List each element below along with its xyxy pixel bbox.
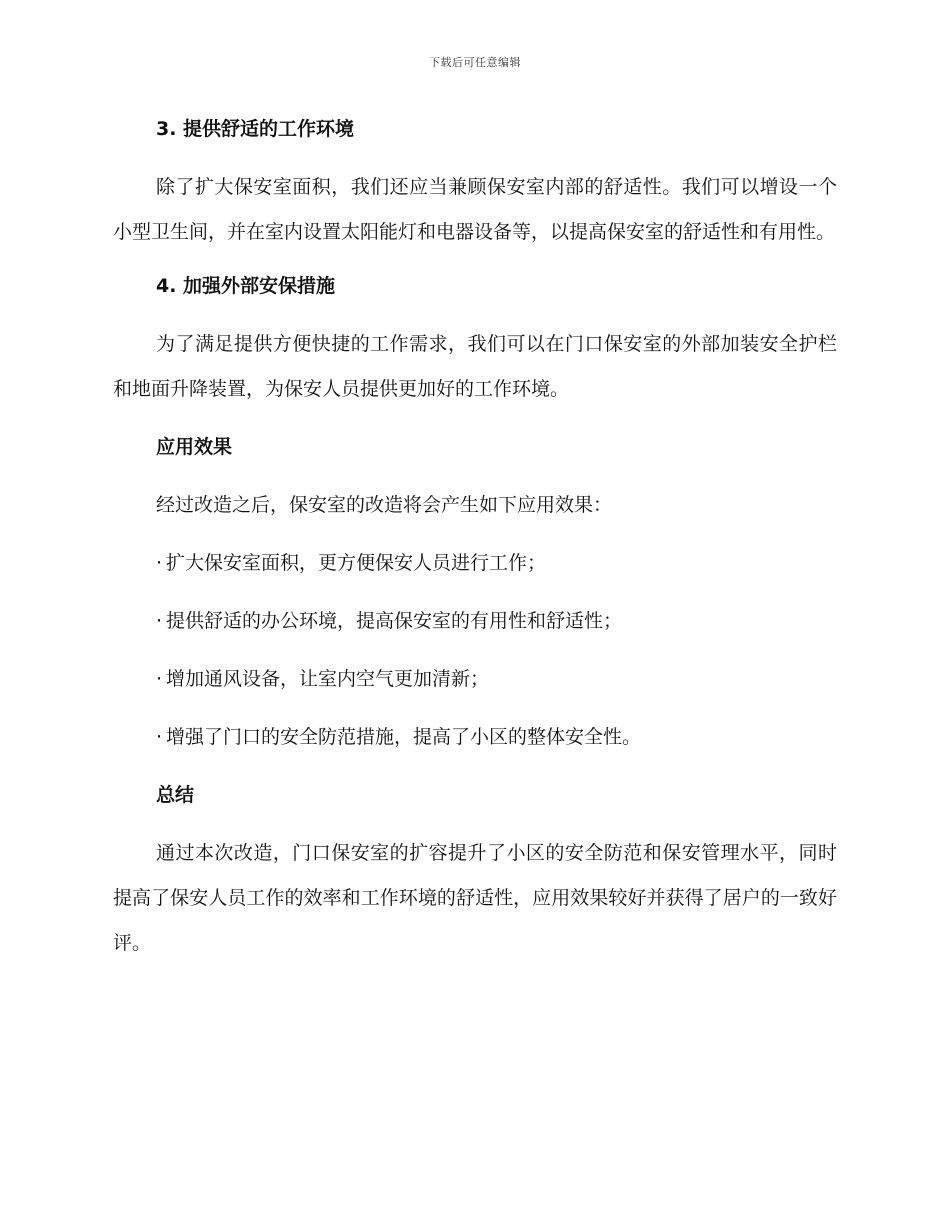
bullet-marker: · [156,668,163,690]
page-header: 下载后可任意编辑 [429,56,521,69]
section-heading-4: 4. 加强外部安保措施 [156,275,336,297]
summary-heading: 总结 [156,784,195,806]
bullet-marker: · [156,726,163,748]
summary-paragraph: 通过本次改造，门口保安室的扩容提升了小区的安全防范和保安管理水平，同时提高了保安人员工作的效率和工作环境的舒适性，应用效果较好并获得了居户的一致好评。 [113,842,837,954]
section-heading-3: 3. 提供舒适的工作环境 [156,118,355,140]
list-item-text: 提供舒适的办公环境，提高保安室的有用性和舒适性； [166,610,623,632]
list-item-text: 增加通风设备，让室内空气更加清新； [166,668,490,690]
bullet-marker: · [156,552,163,574]
list-item [156,722,837,752]
section-paragraph-3: 除了扩大保安室面积，我们还应当兼顾保安室内部的舒适性。我们可以增设一个小型卫生间，并在室内设置太阳能灯和电器设备等，以提高保安室的舒适性和有用性。 [113,176,837,243]
effect-intro: 经过改造之后，保安室的改造将会产生如下应用效果： [156,494,613,516]
effect-heading: 应用效果 [156,436,233,458]
list-item-text: 扩大保安室面积，更方便保安人员进行工作； [166,552,547,574]
document-body [113,108,837,966]
list-item [156,664,837,694]
section-paragraph-4: 为了满足提供方便快捷的工作需求，我们可以在门口保安室的外部加装安全护栏和地面升降装置，为保安人员提供更加好的工作环境。 [113,333,837,400]
list-item-text: 增强了门口的安全防范措施，提高了小区的整体安全性。 [166,726,642,748]
bullet-marker: · [156,610,163,632]
list-item [156,548,837,578]
list-item [156,606,837,636]
